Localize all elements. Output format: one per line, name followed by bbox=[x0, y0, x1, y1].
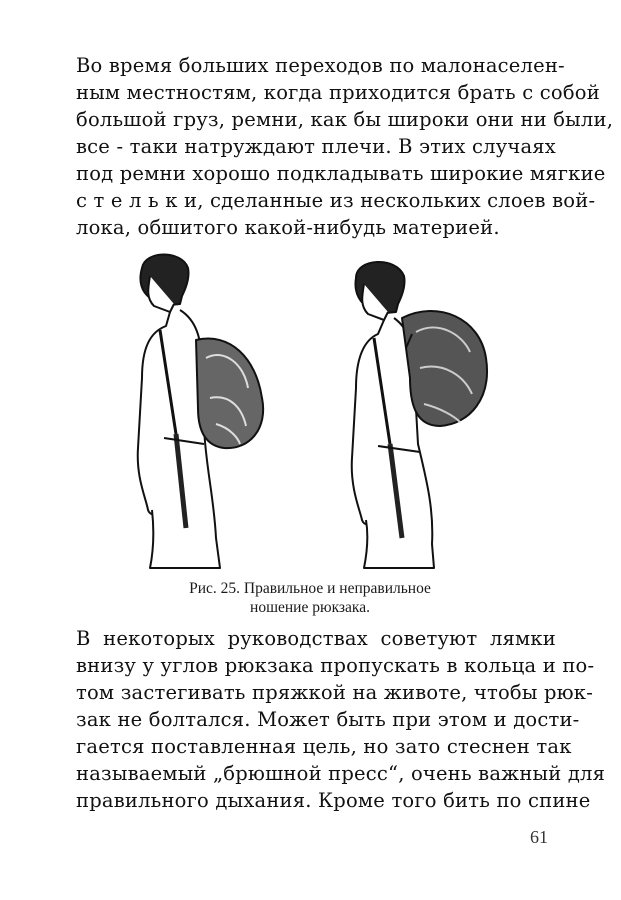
text-line: все - таки натруждают плечи. В этих случаях bbox=[76, 135, 556, 158]
paragraph-2 bbox=[76, 625, 606, 814]
hiker-correct bbox=[138, 255, 263, 569]
text-line: под ремни хорошо подкладывать широкие мягкие bbox=[76, 162, 606, 185]
text-line: правильного дыхания. Кроме того бить по спине bbox=[76, 789, 591, 812]
text-line: называемый „брюшной пресс“, очень важный для bbox=[76, 762, 606, 785]
text-line: гается поставленная цель, но зато стеснен так bbox=[76, 735, 572, 758]
figure-backpack-illustration bbox=[120, 248, 500, 573]
caption-line: ношение рюкзака. bbox=[250, 599, 370, 616]
text-line: зак не болтался. Может быть при этом и дости- bbox=[76, 708, 580, 731]
text-line: лока, обшитого какой-нибудь материей. bbox=[76, 216, 500, 239]
figure-caption bbox=[120, 579, 500, 617]
hiker-incorrect bbox=[352, 262, 487, 568]
text-line: том застегивать пряжкой на животе, чтобы рюк- bbox=[76, 681, 593, 704]
caption-line: Рис. 25. Правильное и неправильное bbox=[189, 580, 431, 597]
text-line: с т е л ь к и, сделанные из нескольких слоев вой- bbox=[76, 189, 596, 212]
text-line: ным местностям, когда приходится брать с собой bbox=[76, 81, 600, 104]
text-line: большой груз, ремни, как бы широки они ни были, bbox=[76, 108, 614, 131]
text-line: Во время больших переходов по малонаселен- bbox=[76, 54, 565, 77]
paragraph-1 bbox=[76, 52, 614, 241]
page-number: 61 bbox=[530, 827, 548, 847]
text-line: внизу у углов рюкзака пропускать в кольца и по- bbox=[76, 654, 595, 677]
text-line: В некоторых руководствах советуют лямки bbox=[76, 627, 556, 650]
backpack-illustration bbox=[120, 248, 500, 573]
